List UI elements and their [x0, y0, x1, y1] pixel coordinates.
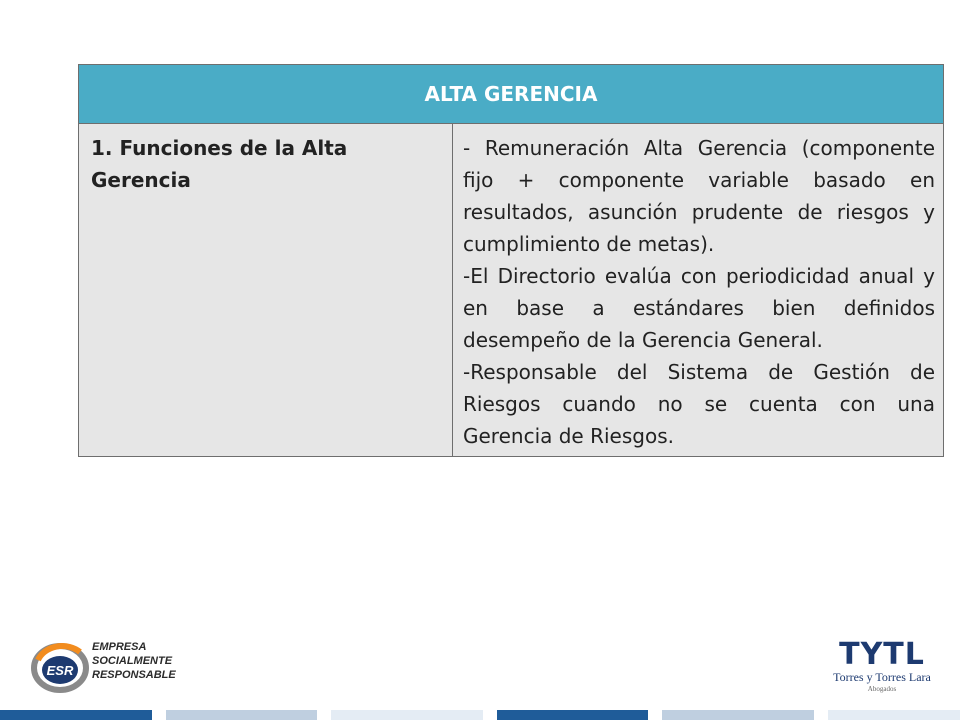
tytl-mark: TYTL: [839, 637, 925, 672]
table-header: [79, 65, 943, 124]
table-row: [79, 124, 943, 456]
esr-wordmark: [92, 640, 176, 682]
esr-badge-text: ESR: [46, 663, 74, 678]
esr-line: RESPONSABLE: [92, 669, 176, 681]
content-paragraph: -Responsable del Sistema de Gestión de Riesgos cuando no se cuenta con una Gerencia de Riesgos.: [463, 360, 935, 448]
row-label: 1. Funciones de la Alta Gerencia: [91, 136, 348, 192]
footer-bar-segment: [662, 710, 814, 720]
footer-bar-segment: [828, 710, 960, 720]
content-paragraph: -El Directorio evalúa con periodicidad anual y en base a estándares bien definidos desempeño de la Gerencia General.: [463, 264, 935, 352]
row-label-cell: [79, 124, 453, 456]
footer-bar-segment: [331, 710, 483, 720]
tytl-name: Torres y Torres Lara: [833, 670, 931, 684]
row-content-cell: [453, 124, 943, 456]
footer-bar-segment: [0, 710, 152, 720]
tytl-logo: [824, 637, 940, 704]
table-header-title: ALTA GERENCIA: [424, 82, 598, 106]
esr-line: EMPRESA: [92, 641, 147, 653]
alta-gerencia-table: [78, 64, 944, 457]
content-paragraph: - Remuneración Alta Gerencia (componente fijo + componente variable basado en resultados, asunción prudente de riesgos y cumplimiento de metas).: [463, 136, 935, 256]
footer-bar-segment: [166, 710, 318, 720]
footer-bar-segment: [497, 710, 649, 720]
footer-color-bar: [0, 710, 960, 720]
tytl-subtitle: Abogados: [867, 685, 897, 693]
esr-line: SOCIALMENTE: [92, 655, 173, 667]
